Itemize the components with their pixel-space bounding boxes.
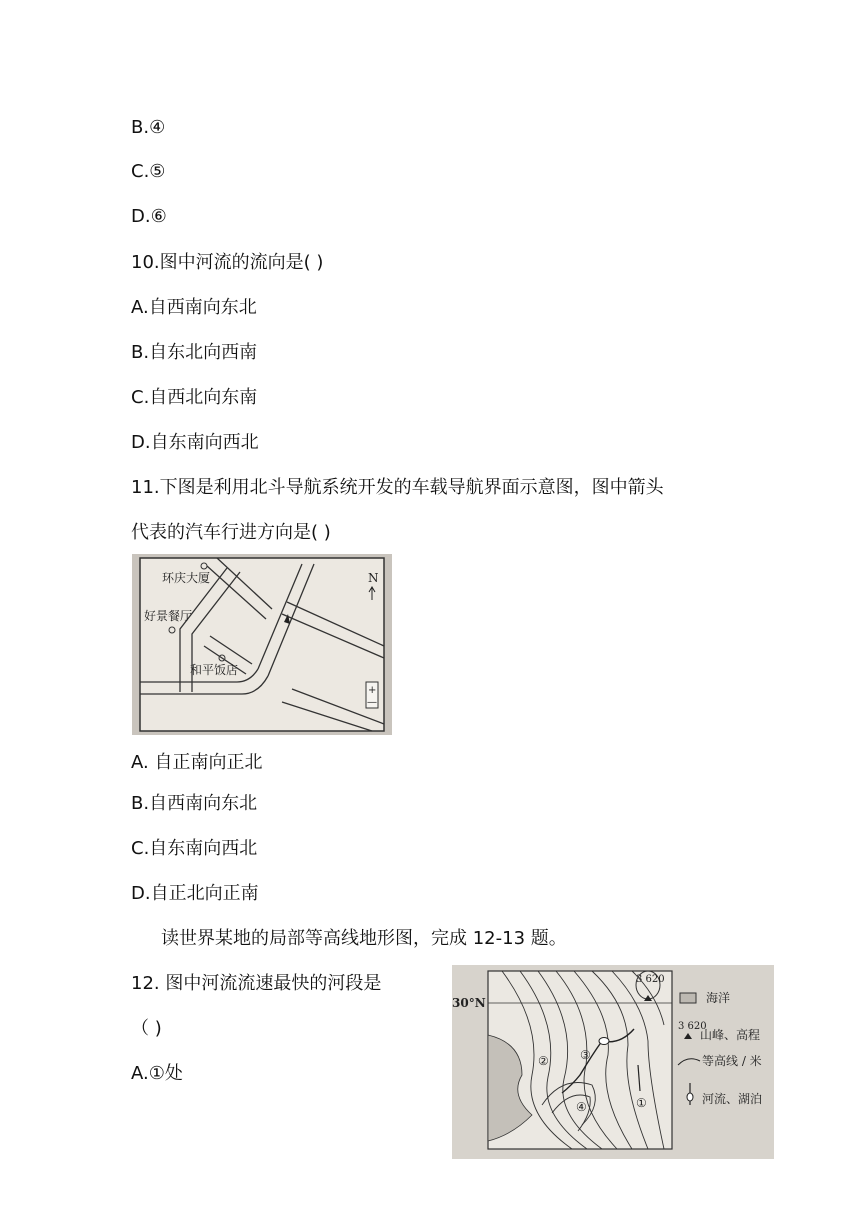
option-b-q10: B.自东北向西南 (131, 342, 258, 363)
point-4: ④ (576, 1100, 587, 1114)
navigation-map-figure (132, 554, 392, 735)
option-a-q12: A.①处 (131, 1063, 183, 1084)
option-c-q10: C.自西北向东南 (131, 387, 258, 408)
option-a-q10: A.自西南向东北 (131, 297, 257, 318)
point-2: ② (538, 1054, 549, 1068)
peak-elevation: 3 620 (636, 974, 665, 985)
question-12-line1: 12. 图中河流流速最快的河段是 (131, 973, 382, 994)
label-huanqing-tower: 环庆大厦 (162, 571, 211, 585)
north-label: N (368, 571, 379, 585)
zoom-minus-icon: — (367, 697, 377, 708)
question-11-line1: 11.下图是利用北斗导航系统开发的车载导航界面示意图，图中箭头 (131, 477, 664, 498)
intro-12-13: 读世界某地的局部等高线地形图，完成 12-13 题。 (161, 928, 567, 949)
label-haojing-restaurant: 好景餐厅 (144, 609, 193, 623)
contour-map-figure (452, 965, 774, 1159)
legend-ocean: 海洋 (706, 991, 731, 1005)
point-3: ③ (580, 1048, 591, 1062)
label-heping-hotel: 和平饭店 (190, 663, 239, 677)
option-c-q11: C.自东南向西北 (131, 838, 258, 859)
point-1: ① (636, 1096, 647, 1110)
question-11-line2: 代表的汽车行进方向是( ) (131, 522, 331, 543)
legend-elevation-number: 3 620 (678, 1021, 707, 1032)
option-a-q11: A. 自正南向正北 (131, 752, 263, 773)
legend-peak: 山峰、高程 (700, 1028, 761, 1042)
option-d-q9: D.⑥ (131, 206, 167, 227)
question-12-line2: （ ) (131, 1018, 162, 1039)
option-d-q11: D.自正北向正南 (131, 883, 259, 904)
question-10: 10.图中河流的流向是( ) (131, 252, 324, 273)
legend-river: 河流、湖泊 (702, 1092, 763, 1106)
latitude-label: 30°N (452, 996, 486, 1010)
option-b-q11: B.自西南向东北 (131, 793, 258, 814)
legend-contour: 等高线 / 米 (702, 1054, 762, 1068)
option-b-q9: B.④ (131, 117, 166, 138)
option-c-q9: C.⑤ (131, 161, 166, 182)
option-d-q10: D.自东南向西北 (131, 432, 259, 453)
zoom-plus-icon: + (368, 685, 377, 696)
